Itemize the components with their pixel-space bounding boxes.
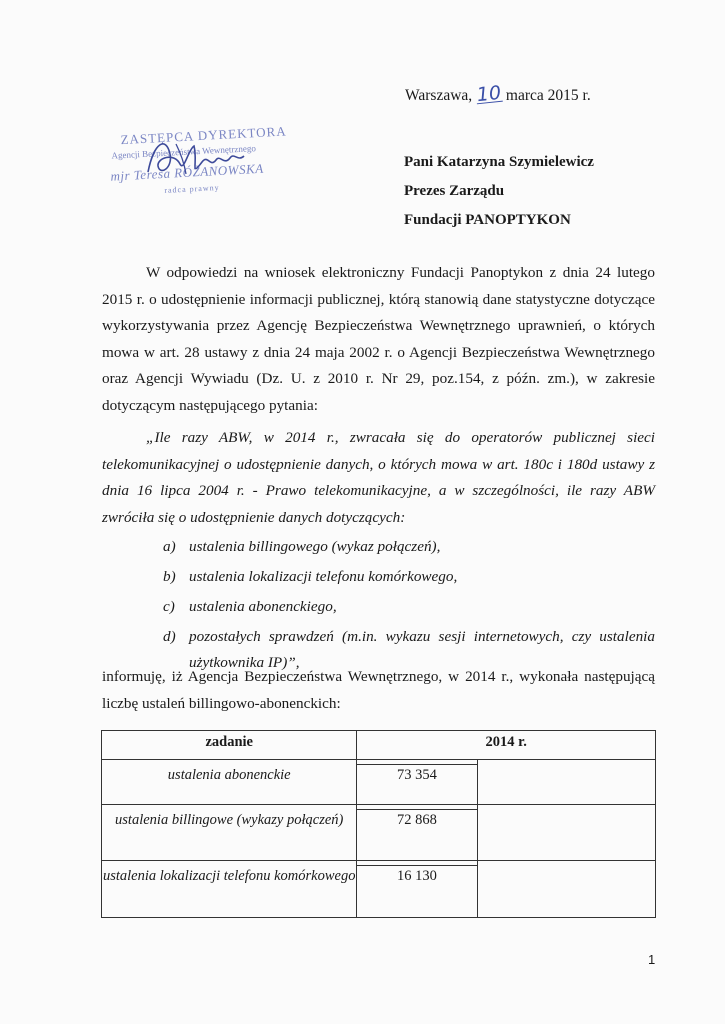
- column-header-task: zadanie: [102, 731, 357, 760]
- addressee-org: Fundacji PANOPTYKON: [404, 212, 571, 228]
- handwritten-signature: [140, 132, 250, 187]
- list-marker: d): [163, 628, 176, 645]
- addressee-name: Pani Katarzyna Szymielewicz: [404, 154, 594, 170]
- value-text: 73 354: [357, 764, 476, 784]
- column-header-year: 2014 r.: [357, 731, 656, 760]
- list-text: ustalenia billingowego (wykaz połączeń),: [189, 538, 441, 555]
- value-cell: [357, 861, 477, 918]
- empty-cell: [477, 805, 655, 861]
- addressee-role: Prezes Zarządu: [404, 183, 505, 199]
- task-cell: ustalenia abonenckie: [102, 760, 357, 805]
- date-day-handwritten: 10: [475, 81, 503, 107]
- value-text: 16 130: [357, 865, 476, 885]
- response-paragraph: informuję, iż Agencja Bezpieczeństwa Wewnętrznego, w 2014 r., wykonała następującą liczbę ustaleń billingowo-abonenckich:: [102, 668, 655, 712]
- empty-cell: [477, 861, 655, 918]
- list-item: [163, 594, 655, 620]
- list-item: [163, 534, 655, 560]
- date-line: [405, 81, 591, 107]
- task-cell: ustalenia lokalizacji telefonu komórkowego: [102, 861, 357, 918]
- value-text: 72 868: [357, 809, 476, 829]
- task-cell: ustalenia billingowe (wykazy połączeń): [102, 805, 357, 861]
- table-header-row: [102, 731, 656, 760]
- list-marker: b): [163, 568, 176, 585]
- empty-cell: [477, 760, 655, 805]
- stamp-line-3: mjr Teresa RÓŻANOWSKA: [110, 160, 264, 184]
- stamp-line-2: Agencji Bezpieczeństwa Wewnętrznego: [111, 143, 257, 161]
- page-number: 1: [648, 952, 656, 967]
- list-text: ustalenia abonenckiego,: [189, 598, 337, 615]
- table-row: [102, 805, 656, 861]
- list-marker: c): [163, 598, 175, 615]
- list-item: [163, 564, 655, 590]
- value-cell: [357, 805, 477, 861]
- intro-paragraph: W odpowiedzi na wniosek elektroniczny Fundacji Panoptykon z dnia 24 lutego 2015 r. o udostępnienie informacji publicznej, którą stanowią dane statystyczne dotyczące wykorzystywania przez Agencję Bezpieczeństwa Wewnętrznego uprawnień, o których mowa w art. 28 ustawy z dnia 24 maja 2002 r. o Agencji Bezpieczeństwa Wewnętrznego oraz Agencji Wywiadu (Dz. U. z 2010 r. Nr 29, poz.154, z późn. zm.), w zakresie dotyczącym następującego pytania:: [102, 264, 655, 414]
- table-row: [102, 760, 656, 805]
- stamp-line-4: radca prawny: [164, 183, 220, 195]
- question-list: [163, 534, 655, 680]
- quoted-question: „Ile razy ABW, w 2014 r., zwracała się do operatorów publicznej sieci telekomunikacyjnej o udostępnienie danych, o których mowa w art. 180c i 180d ustawy z dnia 16 lipca 2004 r. - Prawo telekomunikacyjne, a w szczególności, ile razy ABW zwróciła się o udostępnienie danych dotyczących:: [102, 429, 655, 526]
- value-cell: [357, 760, 477, 805]
- list-text: pozostałych sprawdzeń (m.in. wykazu sesji internetowych, czy ustalenia użytkownika IP)”,: [189, 628, 655, 671]
- date-month-year: marca 2015 r.: [505, 87, 591, 104]
- stamp-line-1: ZASTĘPCA DYREKTORA: [120, 123, 287, 148]
- list-text: ustalenia lokalizacji telefonu komórkowego,: [189, 568, 458, 585]
- date-city: Warszawa,: [405, 87, 473, 104]
- addressee-block: [404, 148, 594, 235]
- table-row: [102, 861, 656, 918]
- statistics-table: [101, 730, 656, 918]
- list-marker: a): [163, 538, 176, 555]
